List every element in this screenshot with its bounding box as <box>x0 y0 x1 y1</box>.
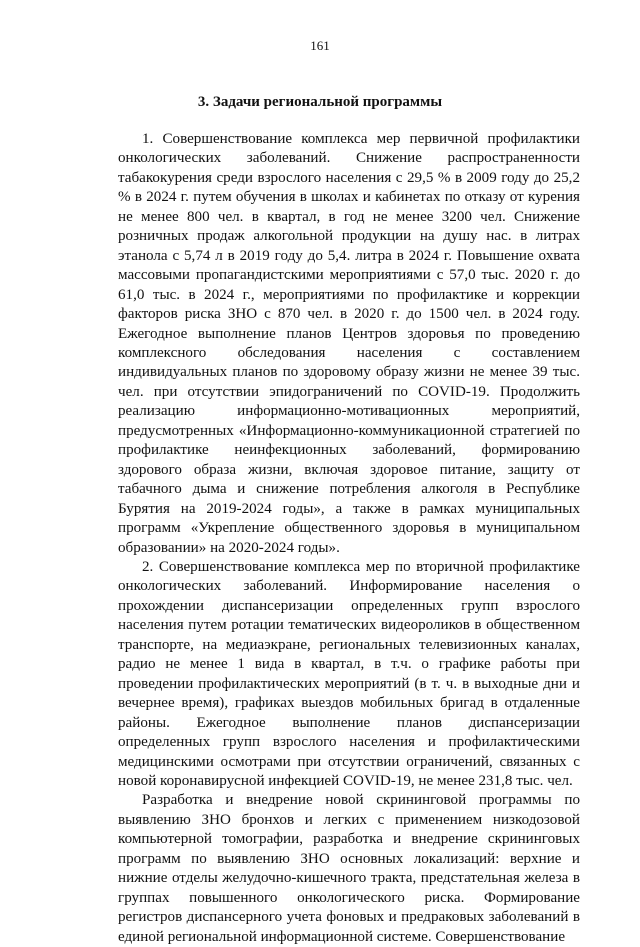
paragraph-screening-programs: Разработка и внедрение новой скрининговой программы по выявлению ЗНО бронхов и легких с применением низкодозовой компьютерной томографии, разработка и внедрение скрининговых программ по выявлению ЗНО основных локализаций: верхние и нижние отделы желудочно-кишечного тракта, предстательная железа в группах повышенного онкологического риска. Формирование регистров диспансерного учета фоновых и предраковых заболеваний в единой региональной информационной системе. Совершенствование <box>118 792 580 945</box>
body-text <box>118 130 580 947</box>
paragraph-secondary-prevention: 2. Совершенствование комплекса мер по вторичной профилактике онкологических заболеваний. Информирование населения о прохождении диспансеризации определенных групп взрослого населения путем ротации тематических видеороликов в общественном транспорте, на медиаэкране, региональных телевизионных каналах, радио не менее 1 вида в квартал, в т.ч. о графике работы при проведении профилактических мероприятий (в т. ч. в выходные дни и вечернее время), графиках выездов мобильных бригад в отдаленные районы. Ежегодное выполнение планов диспансеризации определенных групп взрослого населения и профилактическими медицинскими осмотрами при отсутствии ограничений, связанных с новой коронавирусной инфекцией COVID-19, не менее 231,8 тыс. чел. <box>118 558 580 789</box>
paragraph-primary-prevention: 1. Совершенствование комплекса мер первичной профилактики онкологических заболеваний. Снижение распространенности табакокурения среди взрослого населения с 29,5 % в 2009 году до 25,2 % в 2024 г. путем обучения в школах и кабинетах по отказу от курения не менее 800 чел. в квартал, в год не менее 3200 чел. Снижение розничных продаж алкогольной продукции на душу нас. в литрах этанола с 5,74 л в 2019 году до 5,4. литра в 2024 г. Повышение охвата массовыми пропагандистскими мероприятиями с 57,0 тыс. 2020 г. до 61,0 тыс. в 2024 г., мероприятиями по профилактике и коррекции факторов риска ЗНО с 870 чел. в 2020 г. до 1500 чел. в 2024 году. Ежегодное выполнение планов Центров здоровья по проведению комплексного обследования населения с составлением индивидуальных планов по здоровому образу жизни не менее 39 тыс. чел. при отсутствии эпидограничений по COVID-19. Продолжить реализацию информационно-мотивационных мероприятий, предусмотренных «Информационно-коммуникационной стратегией по профилактике неинфекционных заболеваний, формированию здорового образа жизни, включая здоровое питание, защиту от табачного дыма и снижение потребления алкоголя в Республике Бурятия на 2019-2024 годы», а также в рамках муниципальных программ «Укрепление общественного здоровья в муниципальном образовании» на 2020-2024 годы». <box>118 131 580 556</box>
page-number: 161 <box>310 38 330 53</box>
section-title: 3. Задачи региональной программы <box>197 94 443 110</box>
